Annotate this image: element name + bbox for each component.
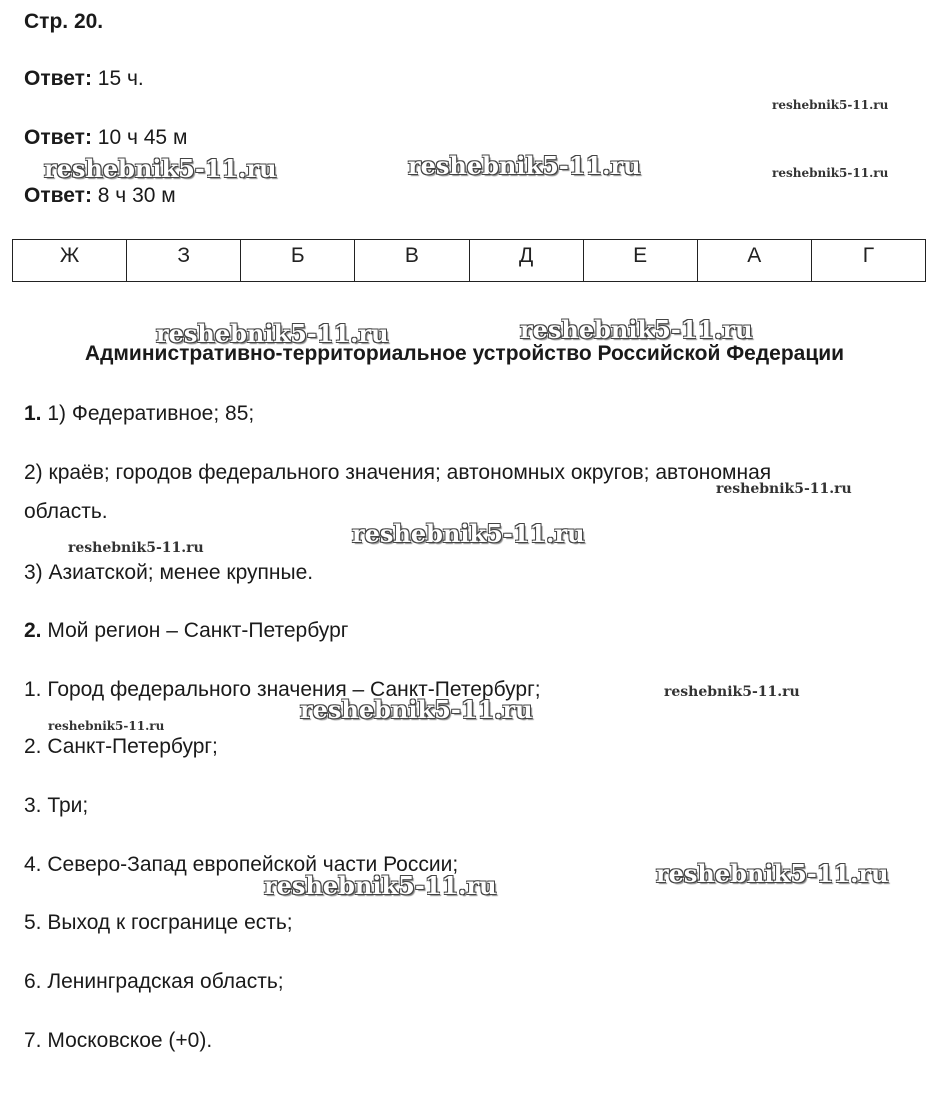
- answer-label: Ответ:: [24, 67, 92, 90]
- watermark: reshebnik5-11.ru: [300, 695, 533, 724]
- table-cell: Ж: [13, 240, 127, 282]
- watermark: reshebnik5-11.ru: [264, 871, 497, 900]
- watermark: reshebnik5-11.ru: [656, 859, 889, 888]
- table-cell: Г: [811, 240, 925, 282]
- watermark: reshebnik5-11.ru: [772, 98, 889, 112]
- watermark: reshebnik5-11.ru: [352, 519, 585, 548]
- answer-label: Ответ:: [24, 126, 92, 149]
- letter-answer-table: [12, 239, 926, 282]
- answer-line-1: [24, 67, 144, 91]
- answer-value: 15 ч.: [97, 67, 144, 90]
- task-text: Мой регион – Санкт-Петербург: [47, 619, 349, 642]
- table-cell: Б: [241, 240, 355, 282]
- watermark: reshebnik5-11.ru: [44, 154, 277, 183]
- answer-line-3: [24, 184, 176, 208]
- list-item: 4. Северо-Запад европейской части России;: [24, 853, 459, 876]
- answer-value: 8 ч 30 м: [97, 184, 176, 207]
- answer-label: Ответ:: [24, 184, 92, 207]
- task1-line-2a: 2) краёв; городов федерального значения; автономных округов; автономная: [24, 461, 772, 484]
- table-cell: Д: [469, 240, 583, 282]
- list-item: 7. Московское (+0).: [24, 1029, 213, 1052]
- watermark: reshebnik5-11.ru: [520, 315, 753, 344]
- answer-line-2: [24, 126, 187, 150]
- table-cell: В: [355, 240, 469, 282]
- section-title: Административно-территориальное устройство Российской Федерации: [84, 342, 845, 365]
- table-cell: А: [697, 240, 811, 282]
- watermark: reshebnik5-11.ru: [408, 151, 641, 180]
- task1-line-2b: область.: [24, 500, 108, 523]
- watermark: reshebnik5-11.ru: [716, 481, 852, 497]
- task1-line-3: 3) Азиатской; менее крупные.: [24, 561, 314, 584]
- task-number: 1.: [24, 402, 42, 425]
- list-item: 6. Ленинградская область;: [24, 970, 284, 993]
- list-item: 1. Город федерального значения – Санкт-Петербург;: [24, 678, 541, 701]
- task-number: 2.: [24, 619, 42, 642]
- list-item: 2. Санкт-Петербург;: [24, 735, 218, 758]
- task1-line-1: [24, 402, 254, 426]
- watermark: reshebnik5-11.ru: [664, 684, 800, 700]
- page-heading: Стр. 20.: [24, 10, 104, 33]
- table-cell: Е: [583, 240, 697, 282]
- watermark: reshebnik5-11.ru: [772, 166, 889, 180]
- watermark: reshebnik5-11.ru: [156, 319, 389, 348]
- answer-value: 10 ч 45 м: [97, 126, 188, 149]
- list-item: 5. Выход к госгранице есть;: [24, 911, 293, 934]
- task-text: 1) Федеративное; 85;: [47, 402, 255, 425]
- table-cell: З: [127, 240, 241, 282]
- list-item: 3. Три;: [24, 794, 89, 817]
- watermark: reshebnik5-11.ru: [68, 540, 204, 556]
- watermark: reshebnik5-11.ru: [48, 719, 165, 733]
- table-row: [13, 240, 926, 282]
- task2-intro: [24, 619, 348, 643]
